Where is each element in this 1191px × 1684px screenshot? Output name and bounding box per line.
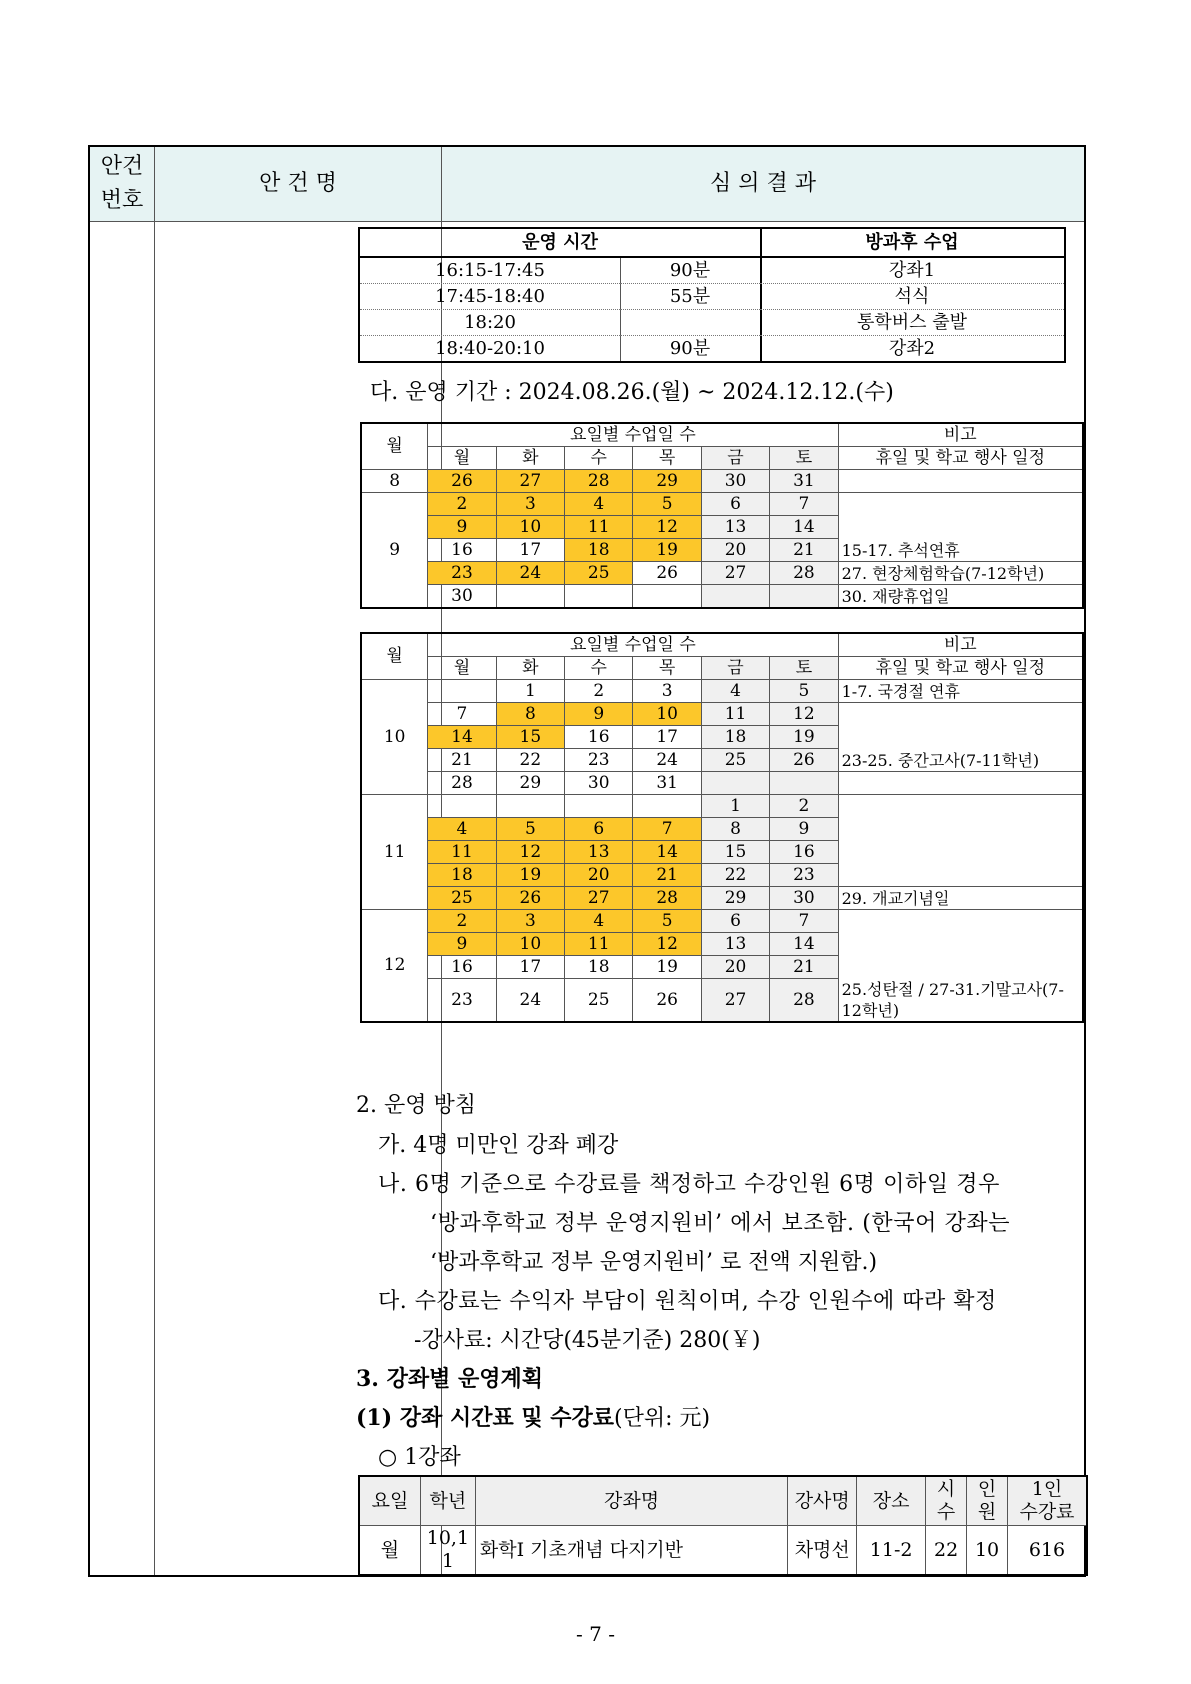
calendar-day: 4 [565,910,633,933]
calendar-day: 27 [701,979,769,1023]
calendar-note: 30. 재량휴업일 [838,585,1083,609]
operation-time-table-frame [358,227,1066,363]
table-row [360,336,1064,362]
calendar-day: 2 [428,493,496,516]
time-cell: 16:15-17:45 [360,257,620,284]
calendar-day: 27 [565,887,633,910]
table-row [360,284,1064,310]
hours-cell: 22 [926,1526,967,1576]
weekday-header: 수 [565,657,633,680]
weekday-header: 월 [428,657,496,680]
calendar-day: 14 [770,933,838,956]
calendar-day: 23 [428,562,496,585]
calendar-day: 19 [633,539,701,562]
calendar-day: 6 [565,818,633,841]
calendar-day: 4 [565,493,633,516]
calendar-day: 15 [701,841,769,864]
calendar-note: 23-25. 중간고사(7-11학년) [838,703,1083,772]
calendar-day [565,795,633,818]
calendar-day: 23 [565,749,633,772]
calendar-week-row [361,795,1083,818]
calendar-note: 1-7. 국경절 연휴 [838,680,1083,703]
calendar-day [770,772,838,795]
calendar-day: 19 [770,726,838,749]
calendar-day: 10 [496,933,564,956]
calendar-note [838,795,1083,887]
calendar-day: 11 [701,703,769,726]
month-cell: 12 [361,910,428,1023]
review-content [354,0,1084,1580]
program-header: 방과후 수업 [760,229,1064,257]
calendar-day: 17 [633,726,701,749]
course-table-header: 학년 [420,1476,475,1526]
people-cell: 10 [967,1526,1008,1576]
grade-cell: 10,1 1 [420,1526,475,1576]
weekday-header: 목 [633,657,701,680]
calendar-day: 7 [770,493,838,516]
calendar-day: 11 [565,516,633,539]
weekday-header: 목 [633,447,701,470]
room-cell: 11-2 [857,1526,926,1576]
calendar-day: 28 [770,562,838,585]
calendar-day: 31 [770,470,838,493]
weekday-header: 토 [770,657,838,680]
calendar-day: 16 [428,956,496,979]
calendar-day: 6 [701,493,769,516]
calendar-note: 27. 현장체험학습(7-12학년) [838,562,1083,585]
month-cell: 8 [361,470,428,493]
calendar-day: 21 [770,956,838,979]
calendar-day: 9 [770,818,838,841]
weekday-header: 토 [770,447,838,470]
month-header: 월 [361,633,428,680]
calendar-day: 14 [770,516,838,539]
calendar-day: 27 [496,470,564,493]
calendar-day: 5 [633,493,701,516]
program-cell: 석식 [760,284,1064,310]
policy-title: 2. 운영 방침 [356,1093,476,1118]
calendar-day: 24 [496,562,564,585]
calendar-day: 14 [633,841,701,864]
calendar-day: 28 [428,772,496,795]
policy-item-na-line1: 나. 6명 기준으로 수강료를 책정하고 수강인원 6명 이하일 경우 [378,1172,1000,1197]
calendar-week-row [361,585,1083,609]
operation-period: 다. 운영 기간 : 2024.08.26.(월) ~ 2024.12.12.(수) [370,380,894,405]
calendar-day: 24 [496,979,564,1023]
calendar-day [701,772,769,795]
course-table-header: 강사명 [788,1476,857,1526]
calendar-day: 18 [565,956,633,979]
calendar-day: 20 [565,864,633,887]
calendar-day: 9 [428,516,496,539]
day-cell: 월 [359,1526,420,1576]
calendar-day: 12 [496,841,564,864]
time-cell: 18:20 [360,310,620,336]
calendar-day: 3 [496,910,564,933]
calendar-day: 7 [633,818,701,841]
calendar-week-row [361,470,1083,493]
course-table-header: 인 원 [967,1476,1008,1526]
calendar-day [565,585,633,609]
days-header: 요일별 수업일 수 [428,423,838,447]
divider [154,147,155,1575]
calendar-day: 16 [428,539,496,562]
calendar-day: 2 [428,910,496,933]
calendar-day: 25 [428,887,496,910]
policy-item-na-line3: ‘방과후학교 정부 운영지원비’ 로 전액 지원함.) [430,1250,878,1275]
calendar-week-row [361,680,1083,703]
calendar-day: 11 [565,933,633,956]
calendar-week-row [361,910,1083,933]
calendar-day: 14 [428,726,496,749]
calendar-day [428,795,496,818]
calendar-day: 12 [633,933,701,956]
calendar-day: 5 [496,818,564,841]
calendar-day: 10 [633,703,701,726]
calendar-day: 18 [565,539,633,562]
calendar-day [496,795,564,818]
note-subheader: 휴일 및 학교 행사 일정 [838,657,1083,680]
calendar-day: 4 [701,680,769,703]
calendar-day [428,680,496,703]
table-row [359,1526,1087,1576]
operation-time-header: 운영 시간 [360,229,760,257]
calendar-day: 31 [633,772,701,795]
calendar-day: 25 [701,749,769,772]
table-row [360,310,1064,336]
calendar-day: 19 [633,956,701,979]
calendar-day: 5 [770,680,838,703]
month-cell: 11 [361,795,428,910]
calendar-day: 22 [701,864,769,887]
calendar-week-row [361,562,1083,585]
calendar-day: 25 [565,562,633,585]
calendar-day: 28 [770,979,838,1023]
duration-cell: 55분 [620,284,760,310]
calendar-day: 23 [770,864,838,887]
calendar-day [633,585,701,609]
calendar-day: 18 [428,864,496,887]
calendar-day: 12 [770,703,838,726]
calendar-day: 21 [770,539,838,562]
calendar-day: 30 [565,772,633,795]
calendar-day [633,795,701,818]
calendar-day: 20 [701,539,769,562]
calendar-day [770,585,838,609]
calendar-day: 26 [770,749,838,772]
calendar-day: 29 [701,887,769,910]
calendar-day: 26 [633,979,701,1023]
calendar-day: 3 [633,680,701,703]
course-table-header: 강좌명 [475,1476,787,1526]
weekday-header: 금 [701,657,769,680]
calendar-week-row [361,887,1083,910]
calendar-day: 8 [701,818,769,841]
time-cell: 18:40-20:10 [435,337,545,359]
calendar-day: 10 [496,516,564,539]
calendar-day: 21 [428,749,496,772]
calendar-day: 25 [565,979,633,1023]
note-header: 비고 [838,423,1083,447]
calendar-day: 27 [701,562,769,585]
calendar-day: 4 [428,818,496,841]
policy-item-da-line2: -강사료: 시간당(45분기준) 280(￥) [414,1328,761,1353]
program-cell: 강좌1 [760,257,1064,284]
calendar-day: 13 [701,516,769,539]
calendar-day: 1 [496,680,564,703]
calendar-day: 20 [701,956,769,979]
calendar-day: 7 [428,703,496,726]
month-cell: 9 [361,493,428,609]
teacher-cell: 차명선 [788,1526,857,1576]
calendar-day: 24 [633,749,701,772]
duration-cell: 90분 [620,257,760,284]
weekday-header: 월 [428,447,496,470]
time-cell: 17:45-18:40 [360,284,620,310]
course-name-cell: 화학Ⅰ 기초개념 다지기반 [475,1526,787,1576]
calendar-note [838,772,1083,795]
calendar-week-row [361,493,1083,516]
calendar-day: 29 [633,470,701,493]
calendar-day: 21 [633,864,701,887]
month-header: 월 [361,423,428,470]
calendar-day: 26 [428,470,496,493]
calendar-day: 11 [428,841,496,864]
course-table-header: 장소 [857,1476,926,1526]
calendar-day: 8 [496,703,564,726]
plan-subtitle: (1) 강좌 시간표 및 수강료(단위: 元) [356,1405,711,1431]
calendar-day: 2 [565,680,633,703]
calendar-day: 28 [633,887,701,910]
calendar-day: 2 [770,795,838,818]
calendar-day: 28 [565,470,633,493]
calendar-day: 18 [701,726,769,749]
note-subheader: 휴일 및 학교 행사 일정 [838,447,1083,470]
calendar-day: 30 [701,470,769,493]
calendar-day: 15 [496,726,564,749]
calendar-day: 26 [496,887,564,910]
header-review-result: 심 의 결 과 [710,171,816,196]
calendar-day: 5 [633,910,701,933]
plan-title: 3. 강좌별 운영계획 [356,1366,544,1392]
course-heading: ○ 1강좌 [378,1445,461,1470]
calendar-day: 26 [633,562,701,585]
calendar-day: 17 [496,539,564,562]
calendar-day: 29 [496,772,564,795]
note-header: 비고 [838,633,1083,657]
calendar-day: 9 [565,703,633,726]
days-header: 요일별 수업일 수 [428,633,838,657]
calendar-day: 22 [496,749,564,772]
course-table-header: 1인 수강료 [1008,1476,1087,1526]
course-table-header: 요일 [359,1476,420,1526]
policy-item-na-line2: ‘방과후학교 정부 운영지원비’ 에서 보조함. (한국어 강좌는 [430,1211,1011,1236]
header-item-number: 안건 번호 [100,154,144,213]
weekday-header: 화 [496,657,564,680]
table-row [360,257,1064,284]
calendar-note: 25.성탄절 / 27-31.기말고사(7-12학년) [838,910,1083,1023]
calendar-week-row [361,772,1083,795]
calendar-day: 17 [496,956,564,979]
calendar-day [701,585,769,609]
weekday-header: 화 [496,447,564,470]
calendar-day: 23 [428,979,496,1023]
calendar-day: 3 [496,493,564,516]
fee-cell: 616 [1008,1526,1087,1576]
calendar-day: 1 [701,795,769,818]
calendar-day [496,585,564,609]
duration-cell: 90분 [669,337,711,359]
calendar-day: 19 [496,864,564,887]
calendar-day: 13 [701,933,769,956]
course-table-header: 시 수 [926,1476,967,1526]
calendar-day: 16 [770,841,838,864]
calendar-week-row [361,703,1083,726]
calendar-note: 15-17. 추석연휴 [838,493,1083,562]
calendar-day: 9 [428,933,496,956]
weekday-header: 수 [565,447,633,470]
weekday-header: 금 [701,447,769,470]
calendar-day: 13 [565,841,633,864]
calendar-day: 30 [770,887,838,910]
calendar-day: 6 [701,910,769,933]
calendar-day: 16 [565,726,633,749]
calendar-day: 30 [428,585,496,609]
month-cell: 10 [361,680,428,795]
page-number: - 7 - [576,1622,615,1646]
policy-item-ga: 가. 4명 미만인 강좌 폐강 [378,1133,619,1158]
calendar-day: 12 [633,516,701,539]
calendar-note [838,470,1083,493]
program-cell: 통학버스 출발 [760,310,1064,336]
calendar-day: 7 [770,910,838,933]
duration-cell [620,310,760,336]
policy-item-da-line1: 다. 수강료는 수익자 부담이 원칙이며, 수강 인원수에 따라 확정 [378,1289,997,1314]
header-item-name: 안 건 명 [259,171,337,196]
calendar-note: 29. 개교기념일 [838,887,1083,910]
program-cell: 강좌2 [888,337,936,359]
